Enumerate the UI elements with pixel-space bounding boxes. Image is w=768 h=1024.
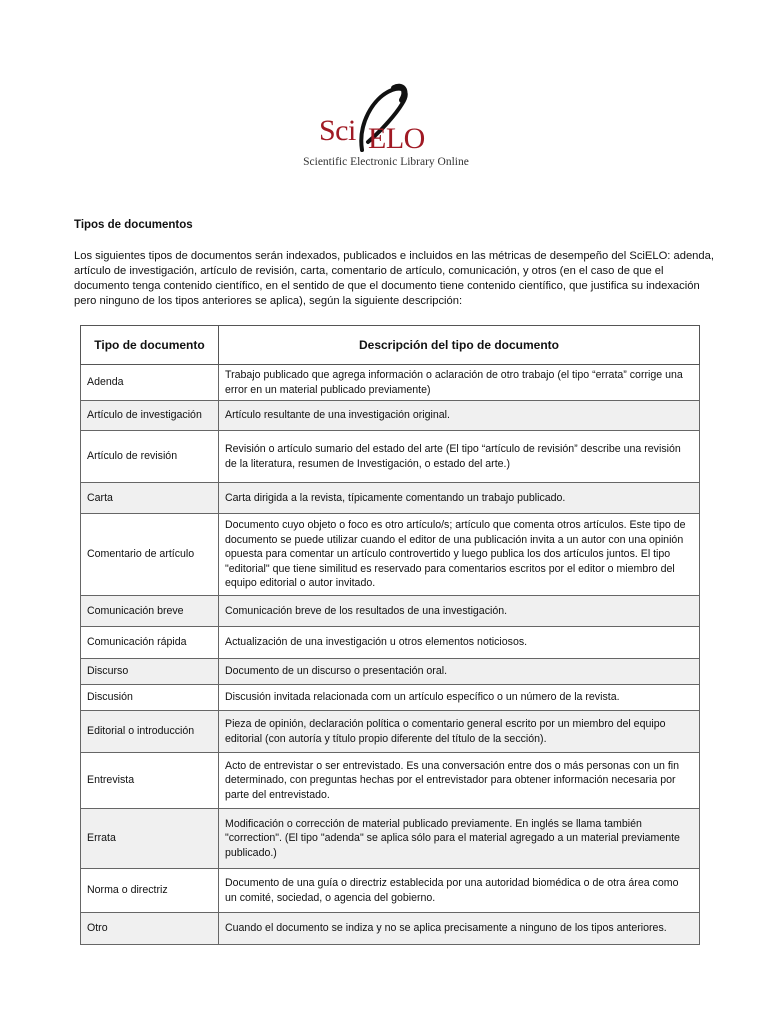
table-row	[81, 711, 700, 753]
description-cell: Pieza de opinión, declaración política o comentario general escrito por un miembro del equipo editorial (con autoría y título propio diferente del título de la sección).	[219, 711, 700, 753]
description-cell: Documento de un discurso o presentación oral.	[219, 659, 700, 685]
type-cell: Discurso	[81, 659, 219, 685]
logo-elo-text: ELO	[368, 122, 425, 155]
table-row	[81, 483, 700, 514]
table-row	[81, 753, 700, 809]
table-row	[81, 596, 700, 627]
table-header-row	[81, 326, 700, 365]
type-cell: Comunicación rápida	[81, 627, 219, 659]
scielo-logo	[270, 80, 500, 175]
type-cell: Discusión	[81, 685, 219, 711]
table-row	[81, 809, 700, 869]
table-row	[81, 431, 700, 483]
type-cell: Artículo de revisión	[81, 431, 219, 483]
description-cell: Documento cuyo objeto o foco es otro artículo/s; artículo que comenta otros artículos. Este tipo de documento se puede utilizar cuando el editor de una publicación invita a un autor con una opinión opuesta para comentar un artículo controvertido y luego publica los dos artículos juntos. El tipo "editorial" que tiene similitud es reservado para comentarios escritos por el editor o miembro del equipo editorial o autor invitado.	[219, 514, 700, 596]
type-cell: Norma o directriz	[81, 869, 219, 913]
table-row	[81, 401, 700, 431]
description-cell: Comunicación breve de los resultados de una investigación.	[219, 596, 700, 627]
table-row	[81, 659, 700, 685]
type-cell: Errata	[81, 809, 219, 869]
table-row	[81, 685, 700, 711]
description-cell: Revisión o artículo sumario del estado del arte (El tipo “artículo de revisión” describe una revisión de la literatura, resumen de Investigación, o estado del arte.)	[219, 431, 700, 483]
description-cell: Modificación o corrección de material publicado previamente. En inglés se llama también "correction". (El tipo "adenda" se aplica sólo para el material agregado a un material previamente publicado.)	[219, 809, 700, 869]
type-cell: Entrevista	[81, 753, 219, 809]
type-cell: Comunicación breve	[81, 596, 219, 627]
description-cell: Documento de una guía o directriz establecida por una autoridad biomédica o de otra área como un comité, sociedad, o agencia del gobierno.	[219, 869, 700, 913]
intro-paragraph: Los siguientes tipos de documentos serán indexados, publicados e incluidos en las métricas de desempeño del SciELO: adenda, artículo de investigación, artículo de revisión, carta, comentario de artículo, comunicación, y otros (en el caso de que el documento tenga contenido científico, en el sentido de que el documento tiene contenido científico, que justifica su indexación pero ninguno de los tipos anteriores se aplica), según la siguiente descripción:	[74, 250, 714, 307]
type-cell: Artículo de investigación	[81, 401, 219, 431]
header-type: Tipo de documento	[81, 326, 219, 365]
document-types-table	[80, 325, 700, 945]
table-row	[81, 627, 700, 659]
description-cell: Discusión invitada relacionada com un artículo específico o un número de la revista.	[219, 685, 700, 711]
type-cell: Adenda	[81, 365, 219, 401]
logo-tagline: Scientific Electronic Library Online	[303, 156, 469, 168]
logo-sci-text: Sci	[319, 114, 356, 147]
table-row	[81, 514, 700, 596]
type-cell: Otro	[81, 913, 219, 945]
description-cell: Carta dirigida a la revista, típicamente comentando un trabajo publicado.	[219, 483, 700, 514]
description-cell: Trabajo publicado que agrega información o aclaración de otro trabajo (el tipo “errata” corrige una error en un material publicado previamente)	[219, 365, 700, 401]
type-cell: Editorial o introducción	[81, 711, 219, 753]
type-cell: Carta	[81, 483, 219, 514]
description-cell: Artículo resultante de una investigación original.	[219, 401, 700, 431]
type-cell: Comentario de artículo	[81, 514, 219, 596]
description-cell: Cuando el documento se indiza y no se aplica precisamente a ninguno de los tipos anteriores.	[219, 913, 700, 945]
table-row	[81, 365, 700, 401]
description-cell: Actualización de una investigación u otros elementos noticiosos.	[219, 627, 700, 659]
header-description: Descripción del tipo de documento	[219, 326, 700, 365]
table-row	[81, 869, 700, 913]
section-title: Tipos de documentos	[74, 219, 193, 231]
description-cell: Acto de entrevistar o ser entrevistado. Es una conversación entre dos o más personas con un fin determinado, con preguntas hechas por el entrevistador para obtener información necesaria por parte del entrevistado.	[219, 753, 700, 809]
table-row	[81, 913, 700, 945]
